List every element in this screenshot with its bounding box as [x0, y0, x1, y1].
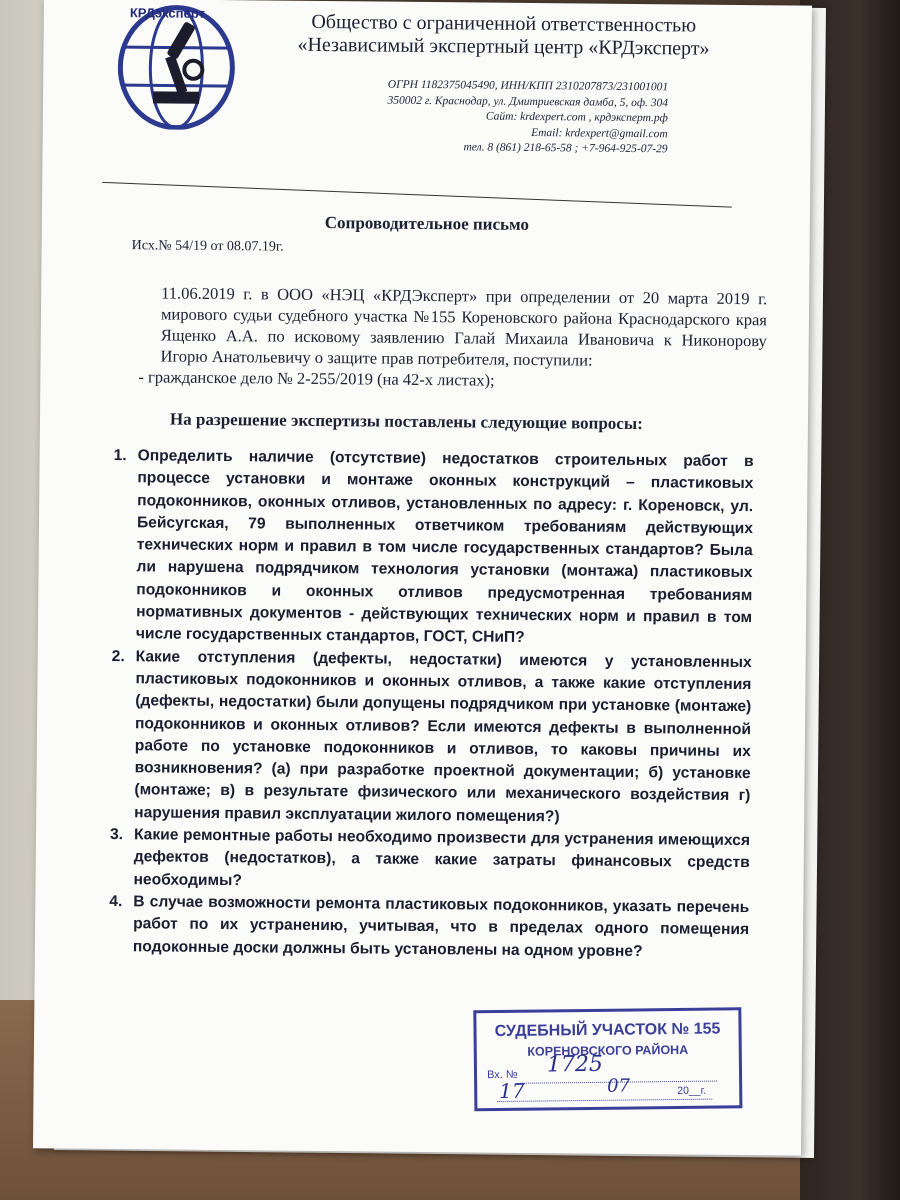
stamp-incoming-label: Вх. № [486, 1068, 518, 1082]
document-title: Сопроводительное письмо [324, 213, 529, 234]
intro-text: 11.06.2019 г. в ООО «НЭЦ «КРДЭксперт» при определении от 20 марта 2019 г. мирового судьи судебного участка №155 Кореновского района Краснодарского края Ященко А.А. по исковому заявлению Галай Михаила Ивановича к Никонорову Игорю Анатольевичу о защите прав потребителя, поступили: [160, 283, 768, 370]
organization-name [293, 11, 713, 61]
requisites-address: 350002 г. Краснодар, ул. Дмитриевская дамба, 5, оф. 304 [387, 94, 669, 109]
question-number: 2. [111, 647, 125, 665]
question-item [110, 646, 752, 831]
stamp-district: КОРЕНОВСКОГО РАЙОНА [527, 1042, 689, 1059]
question-text: Какие ремонтные работы необходимо произвести для устранения имеющихся дефектов (недостатков), а также какие затраты финансовых средств необходимы? [133, 826, 751, 889]
questions-heading: На разрешение экспертизы поставлены следующие вопросы: [169, 409, 643, 434]
received-item: - гражданское дело № 2-255/2019 (на 42-х листах); [138, 367, 495, 390]
company-requisites [368, 77, 669, 157]
court-intake-stamp [473, 1007, 742, 1111]
question-number: 4. [109, 892, 123, 911]
question-item [112, 445, 754, 652]
stamp-date-line [497, 1099, 712, 1102]
question-text: В случае возможности ремонта пластиковых подоконников, указать перечень работ по их устранению, учитывая, что в пределах одного помещения подоконные доски должны быть установлены на одном уровне? [132, 893, 750, 960]
org-name-line: «Независимый экспертный центр «КРДэксперт» [297, 33, 710, 60]
question-number: 3. [109, 826, 124, 844]
question-number: 1. [113, 447, 127, 465]
stamp-year: 20__г. [677, 1084, 707, 1097]
stamp-month: 07 [607, 1075, 631, 1097]
outgoing-reference: Исх.№ 54/19 от 08.07.19г. [131, 238, 284, 255]
letter-sheet [33, 0, 812, 1156]
stamp-court-name: СУДЕБНЫЙ УЧАСТОК № 155 [494, 1020, 721, 1041]
stamp-incoming-number: 1725 [546, 1051, 604, 1078]
requisites-phone: тел. 8 (861) 218-65-58 ; +7-964-925-07-29 [463, 141, 668, 156]
org-name-line: Общество с ограниченной ответственностью [311, 10, 697, 37]
intro-paragraph [124, 282, 767, 393]
question-item [109, 891, 750, 964]
header-divider [102, 182, 732, 208]
question-text: Определить наличие (отсутствие) недостатков строительных работ в процессе установки и монтаже оконных конструкций – пластиковых подоконников, оконных отливов, установленных по адресу: г. Кореновск, ул. Бейсугская, 79 выполненных ответчиком требованиям действующих технических норм и правил в том числе государственных стандартов? Была ли нарушена подрядчиком технология установки (монтажа) пластиковых подоконников и оконных отливов предусмотренная требованиям нормативных документов - действующих технических норм и правил в том числе государственных стандартов, ГОСТ, СНиП? [135, 447, 754, 647]
questions-list [109, 445, 754, 964]
stamp-day: 17 [499, 1078, 525, 1104]
requisites-email: Email: krdexpert@gmail.com [531, 126, 668, 140]
question-item [109, 824, 750, 897]
question-text: Какие отступления (дефекты, недостатки) имеются у установленных пластиковых подоконников и оконных отливов, а также какие отступления (дефекты, недостатки) были допущены подрядчиком при установке (монтаже) подоконников и оконных отливов? Если имеются дефекты в выполненной работе по установке подоконников и отливов, то каковы причины их возникновения? (а) при разработке проектной документации; б) установке (монтаже; в) в результате физического или механического воздействия г) нарушения правил эксплуатации жилого помещения?) [134, 647, 752, 826]
requisites-registration: ОГРН 1182375045490, ИНН/КПП 2310207873/231001001 [387, 78, 669, 94]
requisites-website: Сайт: krdexpert.com , крдэксперт.рф [485, 110, 668, 125]
logo-caption: КРДэксперт [129, 5, 205, 21]
